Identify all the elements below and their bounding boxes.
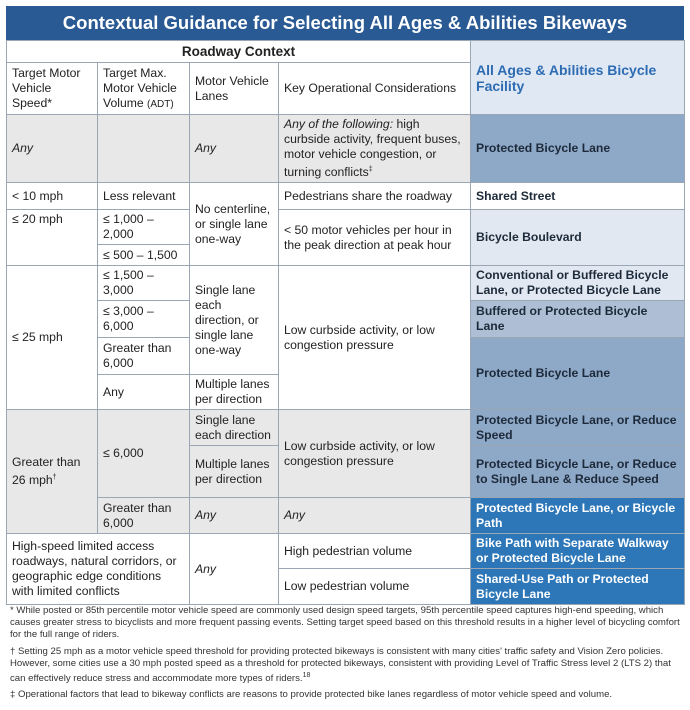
row-26-ops-2: Any bbox=[279, 498, 471, 534]
footnote-25mph bbox=[10, 646, 682, 686]
row-hs-ops-2: Low pedestrian volume bbox=[279, 569, 471, 605]
row-26-volume-2: Greater than 6,000 bbox=[98, 498, 190, 534]
row-25-ops: Low curbside activity, or low congestion pressure bbox=[279, 266, 471, 410]
row-any-ops-text: high curbside activity, frequent buses, motor vehicle congestion, or turning conflicts bbox=[284, 117, 461, 180]
row-10-ops: Pedestrians share the roadway bbox=[279, 183, 471, 210]
row-26-speed-mark: † bbox=[52, 474, 57, 482]
row-10-speed: < 10 mph bbox=[7, 183, 98, 210]
row-hs-facility-1: Bike Path with Separate Walkway or Protected Bicycle Lane bbox=[471, 534, 685, 569]
row-any-ops-mark: ‡ bbox=[368, 166, 373, 173]
row-hs-lanes: Any bbox=[190, 534, 279, 605]
row-25-volume-4: Any bbox=[98, 375, 190, 410]
row-26-lanes-1: Single lane each direction bbox=[190, 410, 279, 446]
footnote-operational: ‡ Operational factors that lead to bikeway conflicts are reasons to provide protected bike lanes regardless of motor vehicle speed and volume. bbox=[10, 689, 613, 701]
row-any-ops bbox=[279, 115, 471, 183]
row-25-facility-1: Conventional or Buffered Bicycle Lane, or Protected Bicycle Lane bbox=[471, 266, 685, 301]
row-25-facility-2: Buffered or Protected Bicycle Lane bbox=[471, 301, 685, 338]
row-any-lanes: Any bbox=[190, 115, 279, 183]
volume-header-main: Target Max. Motor Vehicle Volume bbox=[103, 65, 177, 110]
row-26-speed bbox=[7, 410, 98, 534]
row-26-speed-text: Greater than 26 mph bbox=[12, 455, 81, 488]
row-any-facility: Protected Bicycle Lane bbox=[471, 115, 685, 183]
speed-header: Target Motor Vehicle Speed* bbox=[7, 63, 98, 115]
row-20-ops: < 50 motor vehicles per hour in the peak direction at peak hour bbox=[279, 210, 471, 266]
row-hs-ops-1: High pedestrian volume bbox=[279, 534, 471, 569]
row-26-lanes-2: Multiple lanes per direction bbox=[190, 446, 279, 498]
page-title: Contextual Guidance for Selecting All Ages & Abilities Bikeways bbox=[6, 6, 684, 40]
row-25-volume-1: ≤ 1,500 – 3,000 bbox=[98, 266, 190, 301]
row-26-ops-1: Low curbside activity, or low congestion pressure bbox=[279, 410, 471, 498]
row-10-volume: Less relevant bbox=[98, 183, 190, 210]
row-hs-context: High-speed limited access roadways, natural corridors, or geographic edge conditions with limited conflicts bbox=[7, 534, 190, 605]
facility-header: All Ages & Abilities Bicycle Facility bbox=[471, 41, 685, 115]
row-any-speed: Any bbox=[7, 115, 98, 183]
row-20-speed: ≤ 20 mph bbox=[7, 210, 98, 266]
row-20-facility: Bicycle Boulevard bbox=[471, 210, 685, 266]
row-26-facility-2: Protected Bicycle Lane, or Reduce to Single Lane & Reduce Speed bbox=[471, 446, 685, 498]
row-25-speed: ≤ 25 mph bbox=[7, 266, 98, 410]
ops-header: Key Operational Considerations bbox=[279, 63, 471, 115]
footnotes bbox=[10, 605, 682, 706]
row-20-volume-1: ≤ 1,000 – 2,000 bbox=[98, 210, 190, 245]
volume-header bbox=[98, 63, 190, 115]
roadway-context-header: Roadway Context bbox=[7, 41, 471, 63]
row-10-facility: Shared Street bbox=[471, 183, 685, 210]
row-26-lanes-3: Any bbox=[190, 498, 279, 534]
row-26-facility-1: Protected Bicycle Lane, or Reduce Speed bbox=[471, 410, 685, 446]
row-26-volume-1: ≤ 6,000 bbox=[98, 410, 190, 498]
row-25-volume-2: ≤ 3,000 – 6,000 bbox=[98, 301, 190, 338]
row-hs-facility-2: Shared-Use Path or Protected Bicycle Lane bbox=[471, 569, 685, 605]
footnote-25mph-ref: 18 bbox=[302, 672, 311, 680]
row-26-facility-3: Protected Bicycle Lane, or Bicycle Path bbox=[471, 498, 685, 534]
lanes-header: Motor Vehicle Lanes bbox=[190, 63, 279, 115]
row-any-ops-italic: Any of the following: bbox=[284, 117, 394, 131]
row-any-volume bbox=[98, 115, 190, 183]
row-10-20-lanes: No centerline, or single lane one-way bbox=[190, 183, 279, 266]
volume-header-unit: (ADT) bbox=[147, 98, 174, 110]
row-25-lanes-2: Multiple lanes per direction bbox=[190, 375, 279, 410]
footnote-speed: * While posted or 85th percentile motor vehicle speed are commonly used design speed targets, 95th percentile speed captures high-end speeding, which causes greater stress to bicyclists and more frequent passing events. Setting target speed based on this threshold results in a higher level of bicycling comfort for the full range of riders. bbox=[10, 605, 680, 641]
row-25-lanes-1: Single lane each direction, or single lane one-way bbox=[190, 266, 279, 375]
guidance-table bbox=[6, 40, 685, 605]
row-20-volume-2: ≤ 500 – 1,500 bbox=[98, 245, 190, 266]
row-25-volume-3: Greater than 6,000 bbox=[98, 338, 190, 375]
footnote-25mph-text: † Setting 25 mph as a motor vehicle speed threshold for providing protected bikeways is consistent with many cities' traffic safety and Vision Zero policies. However, some cities use a 30 mph posted speed as a threshold for protected bikeways, consistent with providing Level of Traffic Stress level 2 (LTS 2) that can effectively reduce stress and accommodate more types of riders. bbox=[10, 645, 671, 685]
row-25-facility-3: Protected Bicycle Lane bbox=[471, 338, 685, 410]
